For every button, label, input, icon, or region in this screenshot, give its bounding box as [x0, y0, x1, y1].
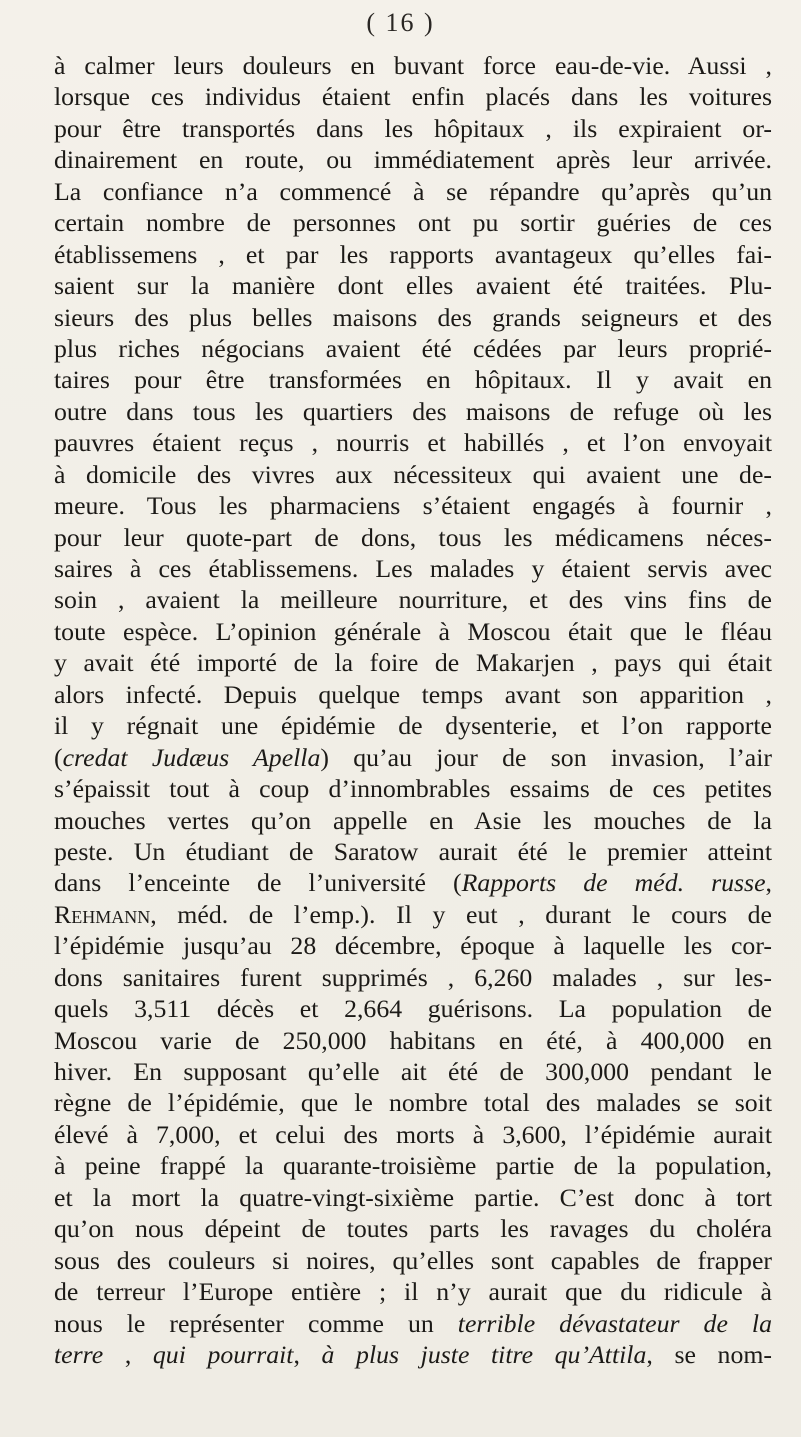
text-segment: , méd. de l’emp.). Il y eut , durant le cours de: [150, 899, 772, 929]
text-line: [54, 176, 772, 207]
text-segment: meure. Tous les pharmaciens s’étaient engagés à fournir ,: [54, 491, 772, 521]
text-line: [54, 805, 772, 836]
text-segment: hiver. En supposant qu’elle ait été de 300,000 pendant le: [54, 1057, 772, 1086]
text-segment: et la mort la quatre-vingt-sixième partie. C’est donc à tort: [54, 1182, 772, 1212]
text-segment: s’épaissit tout à coup d’innombrables essaims de ces petites: [54, 774, 772, 804]
text-segment: qu’on nous dépeint de toutes parts les ravages du choléra: [54, 1214, 772, 1244]
text-segment: y avait été importé de la foire de Makarjen , pays qui était: [54, 648, 772, 678]
text-segment: taires pour être transformées en hôpitaux. Il y avait en: [54, 365, 772, 395]
text-line: [54, 1308, 772, 1339]
text-segment: dons sanitaires furent supprimés , 6,260 malades , sur les-: [54, 962, 772, 992]
text-line: [54, 742, 772, 773]
text-segment: pour leur quote-part de dons, tous les médicamens néces-: [54, 522, 772, 552]
text-segment: toute espèce. L’opinion générale à Moscou était que le fléau: [54, 616, 772, 646]
text-line: [54, 993, 772, 1024]
text-segment: La confiance n’a commencé à se répandre qu’après qu’un: [54, 176, 772, 206]
text-segment: élevé à 7,000, et celui des morts à 3,600, l’épidémie aurait: [54, 1119, 772, 1149]
text-line: [54, 1056, 772, 1087]
text-line: [54, 836, 772, 867]
italic-text: à plus juste titre qu’Attila: [321, 1339, 647, 1369]
text-line: [54, 679, 772, 710]
italic-text: credat Judæus Apella: [62, 742, 321, 772]
italic-text: Rapports de méd. russe: [461, 868, 766, 898]
text-segment: règne de l’épidémie, que le nombre total des malades se soit: [54, 1088, 772, 1118]
text-segment: dinairement en route, ou immédiatement après leur arrivée.: [54, 145, 772, 175]
text-line: [54, 1339, 772, 1370]
text-segment: , se nom-: [646, 1339, 772, 1369]
text-segment: à calmer leurs douleurs en buvant force eau-de-vie. Aussi ,: [54, 51, 772, 80]
text-line: [54, 522, 772, 553]
text-segment: dans l’enceinte de l’université (: [54, 868, 462, 898]
text-line: [54, 239, 772, 270]
text-line: [54, 1025, 772, 1056]
italic-text: qui pourrait: [152, 1339, 294, 1369]
text-segment: établissemens , et par les rapports avantageux qu’elles fai-: [54, 239, 772, 269]
text-segment: alors infecté. Depuis quelque temps avant son apparition ,: [54, 679, 772, 709]
text-line: [54, 1119, 772, 1150]
text-segment: sieurs des plus belles maisons des grands seigneurs et des: [54, 302, 772, 332]
text-segment: ,: [765, 868, 772, 898]
text-segment: peste. Un étudiant de Saratow aurait été le premier atteint: [54, 836, 772, 866]
text-segment: (: [54, 742, 63, 772]
italic-text: terre: [54, 1339, 104, 1369]
text-line: [54, 1245, 772, 1276]
text-segment: mouches vertes qu’on appelle en Asie les mouches de la: [54, 805, 772, 835]
text-segment: il y régnait une épidémie de dysenterie, et l’on rapporte: [54, 711, 772, 741]
text-segment: de terreur l’Europe entière ; il n’y aurait que du ridicule à: [54, 1277, 772, 1307]
text-line: [54, 1087, 772, 1118]
text-line: [54, 81, 772, 112]
text-segment: sous des couleurs si noires, qu’elles sont capables de frapper: [54, 1245, 772, 1275]
text-segment: Moscou varie de 250,000 habitans en été, à 400,000 en: [54, 1025, 772, 1055]
text-line: [54, 584, 772, 615]
text-segment: ,: [293, 1339, 322, 1369]
text-line: [54, 207, 772, 238]
text-line: [54, 270, 772, 301]
text-line: [54, 553, 772, 584]
text-segment: saires à ces établissemens. Les malades y étaient servis avec: [54, 554, 772, 583]
text-line: [54, 710, 772, 741]
text-segment: à peine frappé la quarante-troisième partie de la population,: [54, 1151, 772, 1181]
text-segment: nous le représenter comme un: [54, 1308, 458, 1338]
text-segment: à domicile des vivres aux nécessiteux qui avaient une de-: [54, 459, 772, 489]
text-line: [54, 50, 772, 81]
text-line: [54, 364, 772, 395]
text-segment: ) qu’au jour de son invasion, l’air: [320, 742, 773, 772]
text-line: [54, 773, 772, 804]
text-line: [54, 333, 772, 364]
text-line: [54, 616, 772, 647]
text-line: [54, 647, 772, 678]
text-line: [54, 1150, 772, 1181]
body-text: [54, 50, 772, 1370]
text-line: [54, 490, 772, 521]
page-number: ( 16 ): [366, 8, 435, 37]
text-line: [54, 867, 772, 898]
text-line: [54, 113, 772, 144]
text-segment: pauvres étaient reçus , nourris et habillés , et l’on envoyait: [54, 428, 772, 458]
text-line: [54, 899, 772, 930]
italic-text: terrible dévastateur de la: [457, 1308, 772, 1338]
text-segment: certain nombre de personnes ont pu sortir guéries de ces: [54, 208, 772, 238]
small-caps-text: Rehmann: [54, 899, 151, 929]
text-line: [54, 302, 772, 333]
text-line: [54, 1213, 772, 1244]
text-segment: plus riches négocians avaient été cédées par leurs proprié-: [54, 333, 772, 363]
text-segment: ,: [103, 1339, 153, 1369]
text-line: [54, 459, 772, 490]
text-line: [54, 1276, 772, 1307]
text-line: [54, 396, 772, 427]
text-segment: l’épidémie jusqu’au 28 décembre, époque à laquelle les cor-: [54, 931, 772, 961]
text-segment: outre dans tous les quartiers des maisons de refuge où les: [54, 396, 772, 426]
text-line: [54, 1182, 772, 1213]
text-line: [54, 427, 772, 458]
text-line: [54, 962, 772, 993]
text-segment: soin , avaient la meilleure nourriture, et des vins fins de: [54, 585, 772, 615]
text-segment: lorsque ces individus étaient enfin placés dans les voitures: [54, 82, 772, 112]
text-segment: quels 3,511 décès et 2,664 guérisons. La population de: [54, 994, 772, 1024]
text-line: [54, 144, 772, 175]
text-segment: pour être transportés dans les hôpitaux , ils expiraient or-: [54, 113, 772, 143]
text-segment: saient sur la manière dont elles avaient été traitées. Plu-: [54, 271, 772, 301]
text-line: [54, 930, 772, 961]
